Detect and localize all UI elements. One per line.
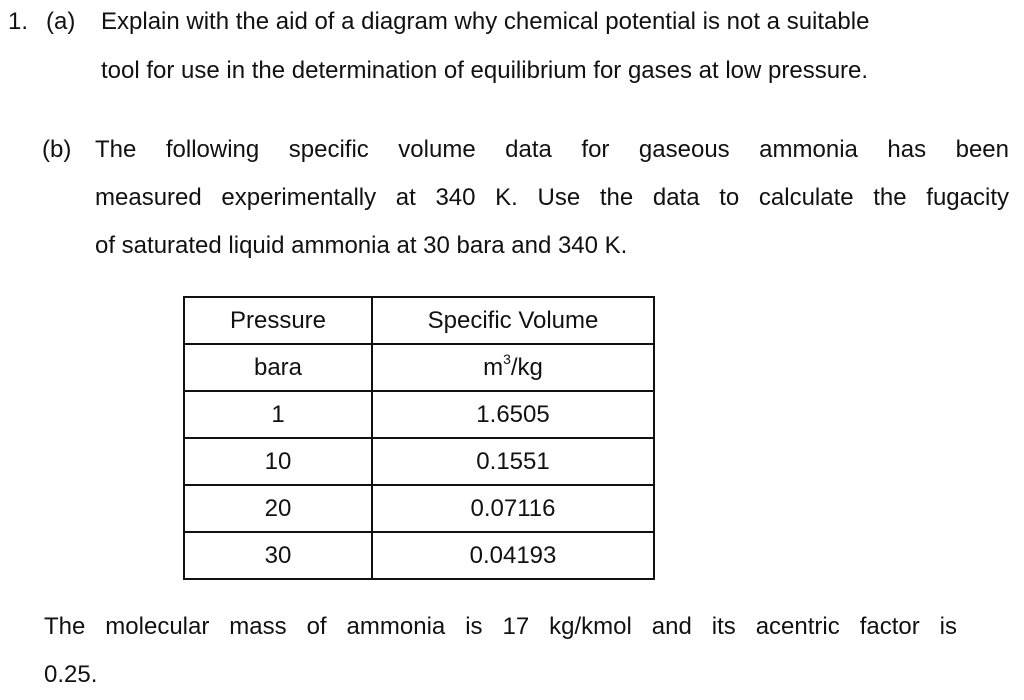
pressure-cell: 30 — [184, 532, 372, 579]
part-a-text-line-2: tool for use in the determination of equilibrium for gases at low pressure. — [101, 57, 869, 84]
header-specific-volume: Specific Volume — [372, 297, 654, 344]
question-number: 1. — [8, 8, 29, 35]
unit-volume-rest: /kg — [510, 353, 543, 381]
specific-volume-table — [183, 296, 655, 580]
volume-cell: 0.1551 — [372, 438, 654, 485]
part-a-label: (a) — [46, 8, 76, 35]
volume-cell: 0.07116 — [372, 485, 654, 532]
part-a-text-line-1: Explain with the aid of a diagram why chemical potential is not a suitable — [101, 8, 870, 35]
volume-cell: 1.6505 — [372, 391, 654, 438]
footer-text-line-1: The molecular mass of ammonia is 17 kg/kmol and its acentric factor is — [44, 613, 957, 640]
unit-specific-volume — [372, 344, 654, 391]
part-b-text-line-3: of saturated liquid ammonia at 30 bara and 340 K. — [95, 232, 628, 259]
table-header-row — [184, 297, 654, 344]
header-pressure: Pressure — [184, 297, 372, 344]
volume-cell: 0.04193 — [372, 532, 654, 579]
footer-text-line-2: 0.25. — [44, 661, 98, 688]
table-row — [184, 391, 654, 438]
table-row — [184, 485, 654, 532]
unit-volume-base: m — [483, 353, 504, 381]
pressure-cell: 1 — [184, 391, 372, 438]
part-b-label: (b) — [42, 136, 72, 163]
table-row — [184, 532, 654, 579]
unit-pressure: bara — [184, 344, 372, 391]
unit-volume-exponent: 3 — [503, 350, 511, 367]
part-b-text-line-2: measured experimentally at 340 K. Use the data to calculate the fugacity — [95, 184, 1009, 211]
pressure-cell: 20 — [184, 485, 372, 532]
table-row — [184, 438, 654, 485]
part-b-text-line-1: The following specific volume data for gaseous ammonia has been — [95, 136, 1009, 163]
table-units-row — [184, 344, 654, 391]
pressure-cell: 10 — [184, 438, 372, 485]
